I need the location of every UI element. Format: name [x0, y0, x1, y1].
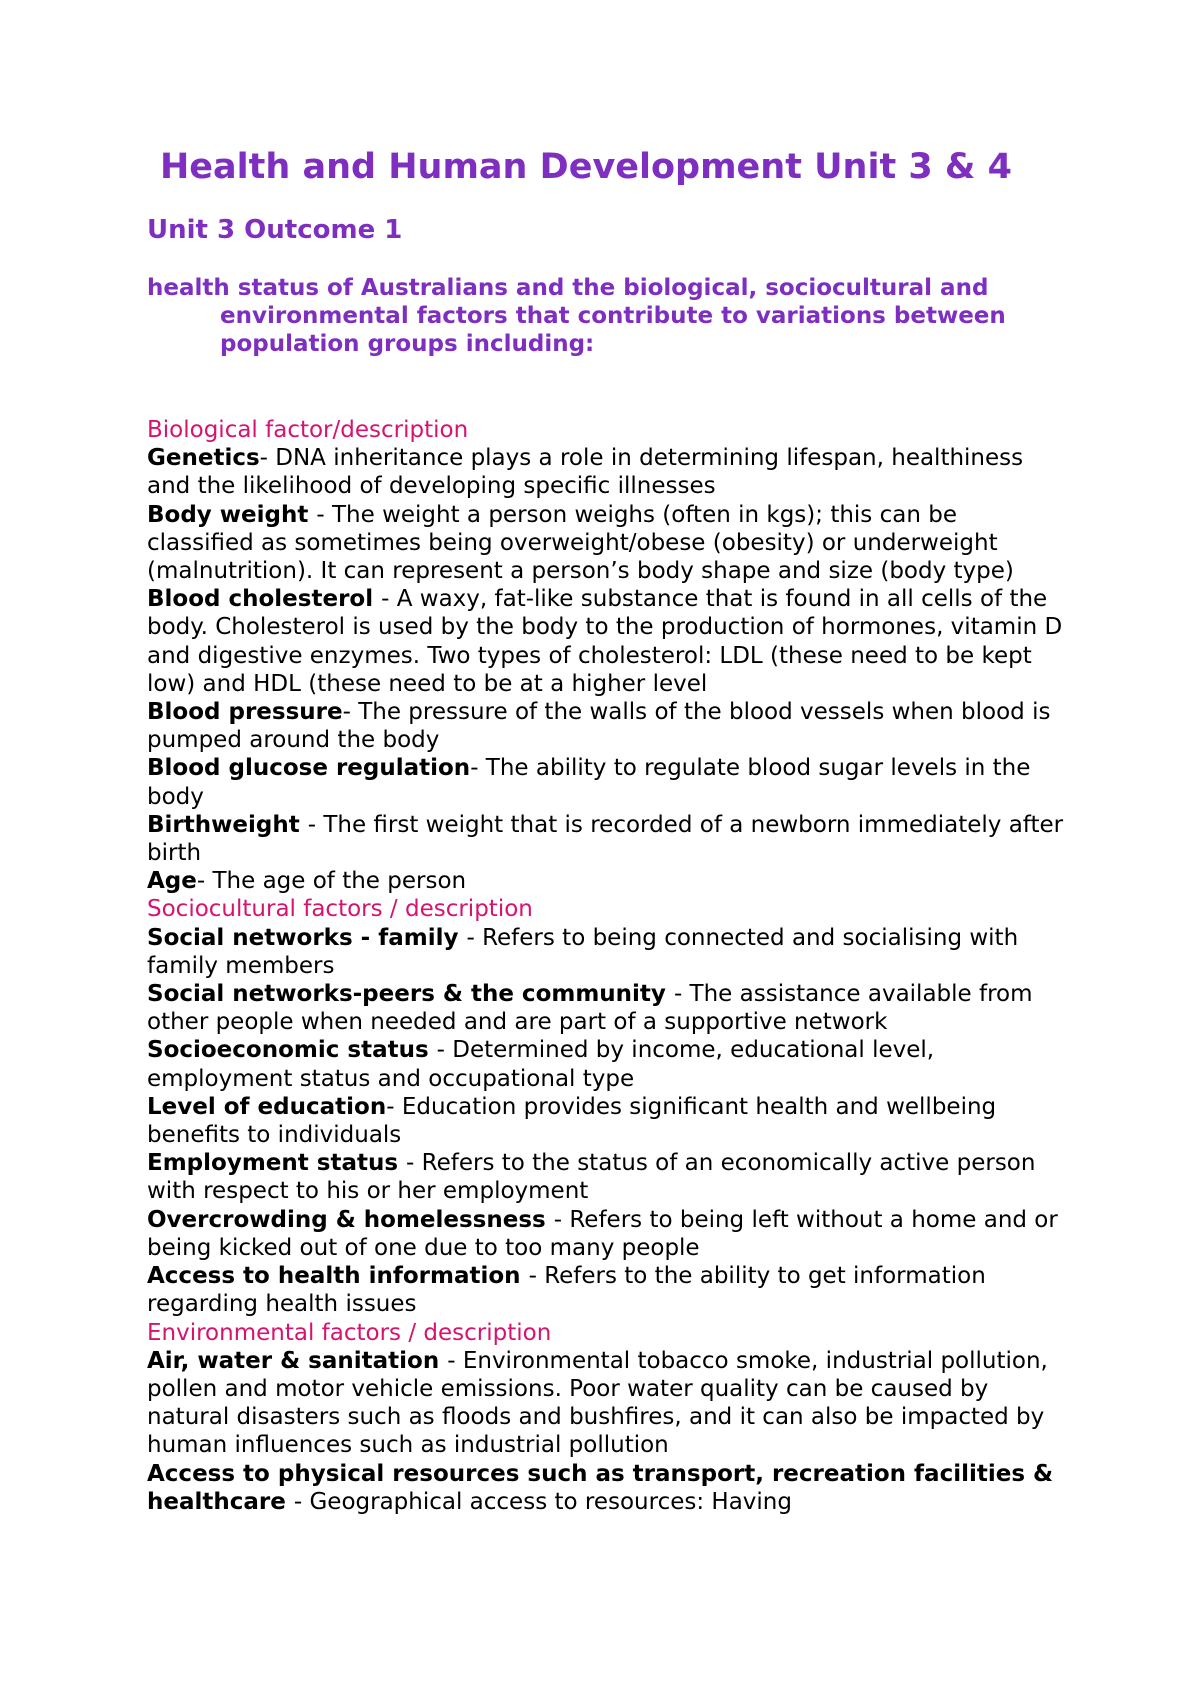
entry-term: Air, water & sanitation	[147, 1347, 448, 1374]
entry-social-networks-family	[147, 924, 1067, 980]
entry-term: Genetics	[147, 445, 260, 472]
entry-term: Blood glucose regulation	[147, 755, 471, 782]
entry-term: Access to physical resources such as transport, recreation facilities & healthcare	[147, 1460, 1054, 1515]
entry-term: Access to health information	[147, 1263, 529, 1290]
entry-desc: - Refers to the status of an economically active person with respect to his or her employment	[147, 1150, 1036, 1205]
entry-desc: - Education provides significant health and wellbeing benefits to individuals	[147, 1093, 997, 1149]
entry-desc: - Geographical access to resources: Having	[293, 1488, 792, 1515]
entry-body-weight	[147, 501, 1067, 586]
entry-desc: - The first weight that is recorded of a newborn immediately after birth	[147, 811, 1064, 867]
outcome-heading: Unit 3 Outcome 1	[147, 215, 403, 245]
entry-birthweight	[147, 811, 1067, 867]
entry-employment-status	[147, 1149, 1067, 1205]
section-heading-biological: Biological factor/description	[147, 417, 469, 443]
entry-blood-cholesterol	[147, 585, 1067, 698]
entry-social-networks-peers	[147, 980, 1067, 1036]
entry-term: Social networks - family	[147, 924, 467, 951]
entry-blood-glucose	[147, 754, 1067, 810]
entry-access-physical-resources	[147, 1460, 1067, 1516]
entry-desc: - Refers to the ability to get information regarding health issues	[147, 1263, 986, 1318]
entry-desc: - Refers to being left without a home and or being kicked out of one due to too many people	[147, 1206, 1058, 1261]
entry-age	[147, 867, 1067, 895]
intro-paragraph: health status of Australians and the biological, sociocultural and environmental factors that contribute to variations between population groups including:	[147, 275, 1006, 357]
entry-desc: - The ability to regulate blood sugar levels in the body	[147, 755, 1031, 810]
entry-desc: - Environmental tobacco smoke, industrial pollution, pollen and motor vehicle emissions. Poor water quality can be caused by natural disasters such as floods and bushfires, and it can also be impacted by human influences such as industrial pollution	[147, 1347, 1048, 1459]
entry-air-water-sanitation	[147, 1347, 1067, 1460]
entry-desc: - The assistance available from other people when needed and are part of a supportive network	[147, 981, 1033, 1036]
entry-term: Social networks-peers & the community	[147, 981, 674, 1008]
section-heading-sociocultural: Sociocultural factors / description	[147, 896, 533, 923]
entry-desc: - The age of the person	[196, 868, 467, 895]
entry-desc: - A waxy, fat-like substance that is found in all cells of the body. Cholesterol is used by the body to the production of hormones, vitamin D and digestive enzymes. Two types of cholesterol: LDL (these need to be kept low) and HDL (these need to be at a higher level	[147, 586, 1063, 697]
entry-overcrowding-homelessness	[147, 1206, 1067, 1262]
entry-desc: - DNA inheritance plays a role in determining lifespan, healthiness and the likelihood of developing specific illnesses	[147, 445, 1024, 500]
section-heading-environmental: Environmental factors / description	[147, 1319, 552, 1346]
entry-desc: - Refers to being connected and socialising with family members	[147, 924, 1019, 979]
entry-term: Overcrowding & homelessness	[147, 1206, 554, 1233]
entry-desc: - The pressure of the walls of the blood vessels when blood is pumped around the body	[147, 699, 1051, 754]
factors-body	[147, 416, 1067, 1516]
entry-term: Birthweight	[147, 811, 308, 838]
entry-access-health-information	[147, 1262, 1067, 1318]
entry-term: Employment status	[147, 1150, 407, 1177]
entry-term: Level of education	[147, 1093, 387, 1120]
entry-term: Age	[147, 868, 197, 895]
document-title: Health and Human Development Unit 3 & 4	[160, 147, 1012, 187]
entry-term: Blood cholesterol	[147, 586, 382, 613]
entry-term: Blood pressure	[147, 699, 343, 726]
entry-socioeconomic-status	[147, 1036, 1067, 1092]
entry-blood-pressure	[147, 698, 1067, 754]
entry-term: Body weight	[147, 501, 317, 528]
entry-desc: - Determined by income, educational level, employment status and occupational type	[147, 1037, 935, 1092]
entry-term: Socioeconomic status	[147, 1037, 437, 1064]
entry-desc: - The weight a person weighs (often in kgs); this can be classified as sometimes being overweight/obese (obesity) or underweight (malnutrition). It can represent a person’s body shape and size (body type)	[147, 501, 1014, 585]
entry-genetics	[147, 444, 1067, 500]
entry-level-of-education	[147, 1093, 1067, 1149]
